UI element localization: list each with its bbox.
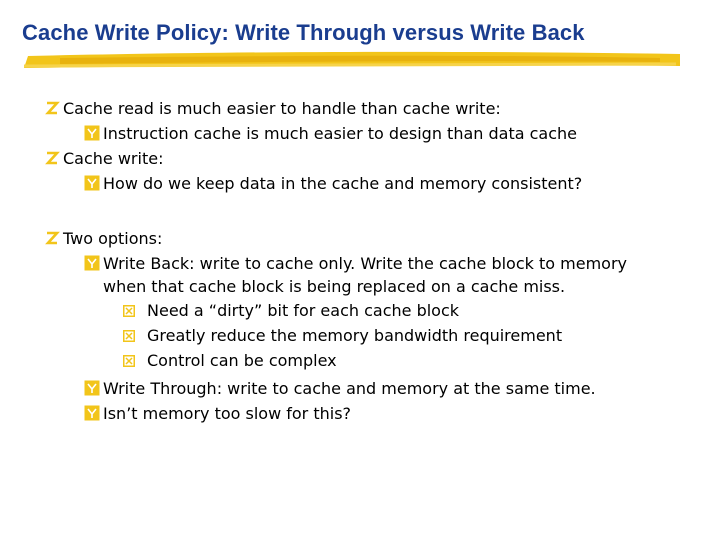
z-bullet-icon [44, 230, 60, 246]
bullet-text: Cache read is much easier to handle than cache write: [63, 99, 501, 118]
bullet-line-9 [123, 351, 337, 371]
y-bullet-icon [84, 255, 100, 271]
bullet-text: when that cache block is being replaced on a cache miss. [103, 277, 566, 296]
y-bullet-icon [84, 380, 100, 396]
slide-title: Cache Write Policy: Write Through versus Write Back [22, 20, 585, 45]
bullet-line-10 [84, 378, 596, 399]
z-bullet-icon [44, 150, 60, 166]
bullet-line-11 [84, 403, 351, 424]
bullet-text: Cache write: [63, 149, 164, 168]
bullet-text: Need a “dirty” bit for each cache block [147, 301, 460, 320]
z-bullet-icon [44, 100, 60, 116]
bullet-line-6 [84, 253, 627, 274]
y-bullet-icon [84, 125, 100, 141]
bullet-text: Write Through: write to cache and memory at the same time. [103, 379, 596, 398]
bullet-line-4 [84, 173, 582, 194]
bullet-text: Instruction cache is much easier to design than data cache [103, 124, 578, 143]
bullet-line-2 [84, 123, 577, 144]
bullet-line-8 [123, 326, 562, 346]
y-bullet-icon [84, 405, 100, 421]
x-bullet-icon [123, 305, 135, 317]
bullet-line-3 [44, 148, 163, 169]
title-underline-brush [0, 44, 720, 78]
bullet-text: Greatly reduce the memory bandwidth requirement [147, 326, 563, 345]
bullet-line-5 [44, 228, 162, 249]
y-bullet-icon [84, 175, 100, 191]
x-bullet-icon [123, 355, 135, 367]
bullet-line-continuation [103, 277, 565, 297]
bullet-text: Isn’t memory too slow for this? [103, 404, 352, 423]
bullet-text: How do we keep data in the cache and memory consistent? [103, 174, 583, 193]
x-bullet-icon [123, 330, 135, 342]
bullet-line-7 [123, 301, 459, 321]
bullet-text: Write Back: write to cache only. Write the cache block to memory [103, 254, 627, 273]
bullet-text: Control can be complex [147, 351, 337, 370]
bullet-line-1 [44, 98, 501, 119]
bullet-text: Two options: [63, 229, 163, 248]
